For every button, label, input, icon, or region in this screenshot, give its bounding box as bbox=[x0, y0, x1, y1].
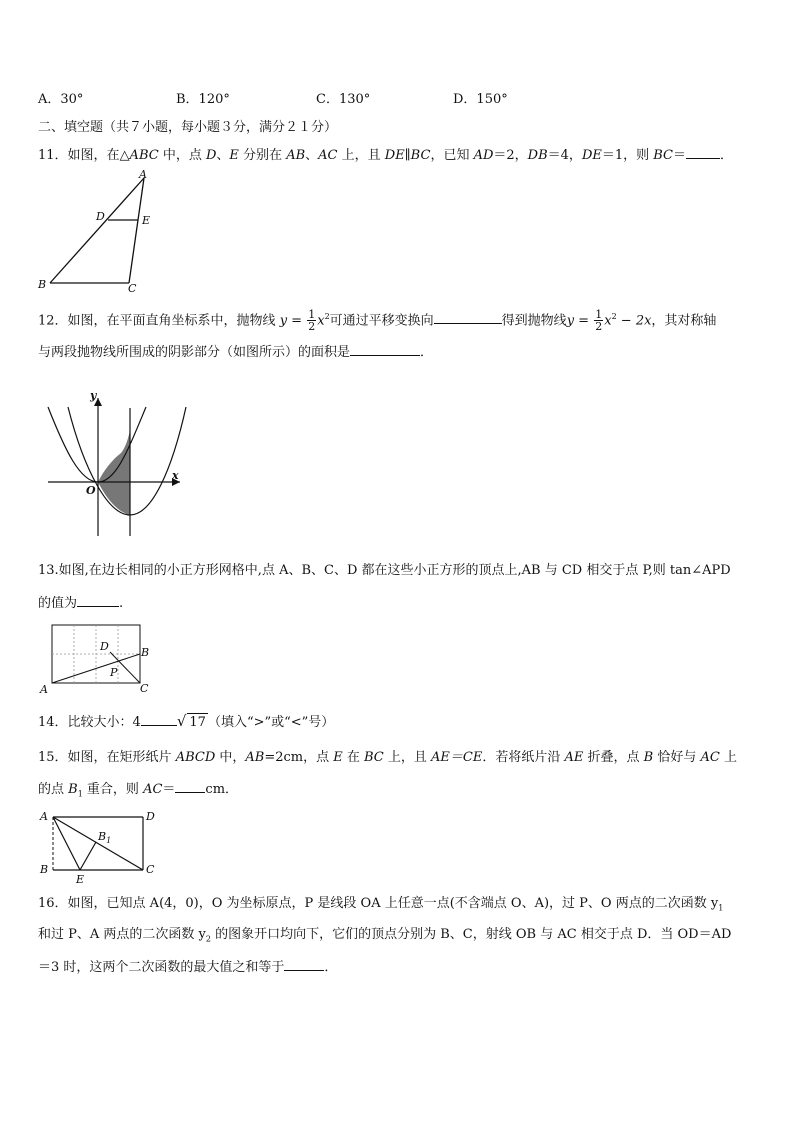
q15-text: cm． bbox=[205, 782, 239, 797]
q11-text: 上，且 bbox=[337, 148, 385, 163]
q11-var: AD bbox=[473, 148, 494, 163]
q11-var: AC bbox=[318, 148, 338, 163]
q12-frac-num: 1 bbox=[595, 308, 603, 322]
q12-text: ． bbox=[420, 345, 434, 360]
option-c: C．130° bbox=[316, 92, 371, 107]
question-16-line3 bbox=[38, 958, 337, 977]
q12-frac-den: 2 bbox=[308, 320, 316, 334]
question-16-line2 bbox=[38, 926, 731, 949]
q13-text: . bbox=[119, 596, 124, 611]
q12-exp: 2 bbox=[324, 312, 330, 321]
q12-label-x: x bbox=[172, 469, 179, 482]
q12-label-o: O bbox=[86, 484, 96, 497]
q14-text: 14．比较大小：4 bbox=[38, 715, 141, 730]
question-16-line1 bbox=[38, 895, 723, 918]
q11-label-c: C bbox=[128, 282, 137, 295]
option-d: D．150° bbox=[453, 92, 508, 107]
q12-var: − 2x bbox=[616, 313, 652, 329]
q15-sub: 1 bbox=[77, 789, 83, 799]
q15-text: 上 bbox=[719, 750, 737, 765]
q13-label-b: B bbox=[141, 646, 150, 659]
q11-text: 、 bbox=[216, 148, 230, 163]
q15-var: B bbox=[68, 782, 78, 797]
q15-text: ＝ bbox=[162, 782, 176, 797]
q11-var: BC bbox=[653, 148, 674, 163]
q15-var: AC bbox=[700, 750, 720, 765]
q16-text: 16．如图，已知点 A(4，0)，O 为坐标原点，P 是线段 OA 上任意一点(不含端点 O、A)，过 P、O 两点的二次函数 y bbox=[38, 896, 719, 911]
q12-text: = bbox=[574, 313, 594, 329]
q15-text: 上，且 bbox=[383, 750, 432, 765]
q16-text: ＝3 时，这两个二次函数的最大值之和等于 bbox=[38, 960, 285, 975]
q11-text: ＝1，则 bbox=[601, 148, 654, 163]
option-a: A．30° bbox=[38, 92, 84, 107]
q11-label-e: E bbox=[142, 214, 151, 227]
q15-text: ．若将纸片沿 bbox=[482, 750, 565, 765]
q14-text: （填入“>”或“<”号） bbox=[207, 715, 335, 730]
q15-label-b: B bbox=[40, 863, 49, 876]
q16-sub: 1 bbox=[718, 903, 724, 913]
q15-var: E bbox=[333, 750, 343, 765]
q16-text: 和过 P、A 两点的二次函数 y bbox=[38, 927, 206, 942]
q11-var: DE bbox=[581, 148, 602, 163]
q11-var: AB bbox=[286, 148, 306, 163]
q11-text: 分别在 bbox=[238, 148, 287, 163]
q13-label-p: P bbox=[110, 666, 118, 679]
q16-text: 的图象开口均向下，它们的顶点分别为 B、C，射线 OB 与 AC 相交于点 D．当 OD＝AD bbox=[210, 927, 732, 942]
q12-number: 12． bbox=[38, 313, 68, 329]
q15-var: AC bbox=[143, 782, 163, 797]
q14-sqrt-value: 17 bbox=[189, 715, 206, 730]
q15-segment-eb1 bbox=[80, 842, 96, 870]
q13-label-c: C bbox=[140, 682, 149, 695]
q15-var: AE bbox=[564, 750, 584, 765]
q15-text: 15．如图，在矩形纸片 bbox=[38, 750, 176, 765]
sqrt-icon: √ bbox=[176, 712, 187, 730]
q15-text: 的点 bbox=[38, 782, 69, 797]
q12-text: ，其对称轴 bbox=[651, 313, 717, 329]
q12-var: x bbox=[317, 313, 325, 329]
q15-text: 在 bbox=[342, 750, 365, 765]
q15-label-b1-letter: B bbox=[98, 830, 107, 843]
q15-var: ABCD bbox=[175, 750, 216, 765]
q12-var: x bbox=[604, 313, 612, 329]
q11-text: 如图，在 bbox=[67, 148, 120, 163]
q15-label-a: A bbox=[40, 810, 48, 823]
question-13-line1: 13.如图,在边长相同的小正方形网格中,点 A、B、C、D 都在这些小正方形的顶点上,AB 与 CD 相交于点 P,则 tan∠APD bbox=[38, 563, 731, 578]
q11-var: DE∥BC bbox=[384, 148, 431, 163]
q15-label-c: C bbox=[146, 863, 155, 876]
option-b: B．120° bbox=[176, 92, 230, 107]
q12-text: 如图，在平面直角坐标系中，抛物线 bbox=[67, 313, 280, 329]
q16-sub: 2 bbox=[205, 934, 211, 944]
q15-label-e: E bbox=[76, 873, 85, 886]
q13-label-a: A bbox=[40, 683, 48, 696]
q15-var: AE＝CE bbox=[431, 750, 483, 765]
q12-text: 可通过平移变换向 bbox=[329, 313, 434, 329]
q15-label-d: D bbox=[146, 810, 155, 823]
q12-label-y: y bbox=[90, 389, 97, 402]
q11-text: 、 bbox=[305, 148, 319, 163]
q11-var: E bbox=[229, 148, 239, 163]
q12-var: y bbox=[566, 313, 575, 329]
q15-var: B bbox=[643, 750, 654, 765]
q16-answer-blank[interactable] bbox=[284, 958, 324, 971]
q12-var: y bbox=[279, 313, 288, 329]
q16-text: ． bbox=[324, 960, 338, 975]
q11-text: ＝ bbox=[673, 148, 687, 163]
q13-label-d: D bbox=[100, 640, 109, 653]
q11-text: 中，点 bbox=[158, 148, 206, 163]
q11-text: ，已知 bbox=[430, 148, 474, 163]
q11-triangle: △ABC bbox=[119, 148, 159, 163]
q12-frac-den: 2 bbox=[595, 320, 603, 334]
q15-label-b1-sub: 1 bbox=[106, 836, 112, 845]
section-heading: 二、填空题（共７小题，每小题３分，满分２１分） bbox=[38, 120, 338, 135]
q15-text: 重合，则 bbox=[82, 782, 144, 797]
q15-text: 折叠，点 bbox=[583, 750, 644, 765]
q12-exp: 2 bbox=[611, 312, 617, 321]
q15-var: BC bbox=[364, 750, 384, 765]
q11-number: 11． bbox=[38, 148, 68, 163]
q11-var: D bbox=[205, 148, 217, 163]
q13-text: 的值为 bbox=[38, 596, 78, 611]
q11-label-a: A bbox=[139, 168, 147, 181]
q12-text: 得到抛物线 bbox=[501, 313, 567, 329]
q15-text: =2cm，点 bbox=[264, 750, 334, 765]
q11-text: ＝2， bbox=[493, 148, 528, 163]
q15-var: AB bbox=[245, 750, 265, 765]
q11-text: ＝4， bbox=[547, 148, 582, 163]
q12-text: 与两段抛物线所围成的阴影部分（如图所示）的面积是 bbox=[38, 345, 351, 360]
q12-text: = bbox=[287, 313, 307, 329]
q15-text: 恰好与 bbox=[653, 750, 701, 765]
q11-label-d: D bbox=[96, 210, 105, 223]
q11-var: DB bbox=[527, 148, 548, 163]
q12-frac-num: 1 bbox=[308, 308, 316, 322]
q15-text: 中， bbox=[215, 750, 246, 765]
q11-label-b: B bbox=[38, 278, 47, 291]
q15-label-b1 bbox=[97, 830, 111, 845]
q11-text: ． bbox=[720, 148, 734, 163]
